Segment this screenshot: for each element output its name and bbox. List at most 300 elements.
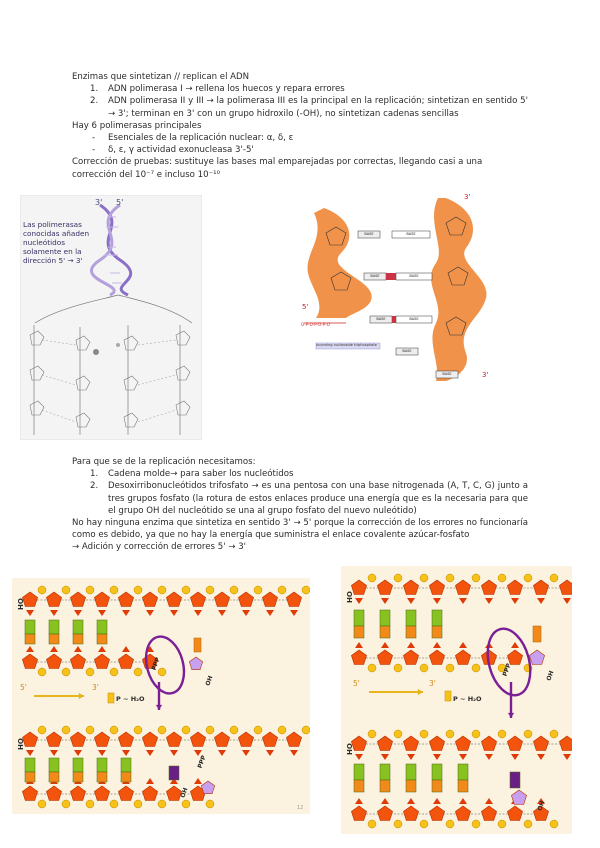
- phosphate-dot: [134, 586, 142, 594]
- base-label: BASE: [364, 232, 374, 236]
- direction-label-5: 5': [20, 683, 27, 692]
- list-text: Cadena molde→ para saber los nucleótidos: [108, 469, 294, 480]
- oh-label: OH: [536, 799, 547, 812]
- sugar-pentagon: [559, 580, 572, 595]
- reaction-arrow-head: [156, 705, 162, 710]
- base-orange: [25, 772, 35, 782]
- phosphate-dot: [420, 664, 428, 672]
- phosphate-dot: [498, 730, 506, 738]
- sugar-pentagon: [481, 736, 496, 751]
- base-tip: [381, 798, 389, 804]
- base-tip: [218, 750, 226, 756]
- base-green: [97, 758, 107, 772]
- section-heading: Enzimas que sintetizan // replican el ADN: [72, 72, 250, 82]
- base-tip: [98, 646, 106, 652]
- base-tip: [433, 642, 441, 648]
- base-tip: [242, 610, 250, 616]
- sugar-pentagon: [403, 580, 418, 595]
- triphosphate-label: PPP: [196, 754, 208, 770]
- phosphate-dot: [254, 726, 262, 734]
- list-item: [72, 132, 528, 144]
- base-orange: [49, 634, 59, 644]
- base-green: [432, 610, 442, 626]
- incoming-pentagon: [529, 650, 544, 665]
- phosphate-dot: [472, 820, 480, 828]
- sugar-pentagon: [22, 654, 37, 669]
- phosphate-dot: [498, 820, 506, 828]
- base-green: [25, 758, 35, 772]
- base-tip: [381, 642, 389, 648]
- sugar-pentagon: [507, 736, 522, 751]
- sugar-pentagon: [455, 806, 470, 821]
- sugar-pentagon: [94, 592, 109, 607]
- base-purple: [169, 766, 179, 780]
- phosphate-dot: [230, 726, 238, 734]
- base-orange: [97, 634, 107, 644]
- ho-label: HO: [16, 598, 25, 611]
- phosphate-dot: [394, 664, 402, 672]
- incoming-pentagon: [511, 790, 526, 805]
- base-tip: [511, 598, 519, 604]
- phosphate-dot: [368, 574, 376, 582]
- direction-label-3: 3': [429, 679, 436, 688]
- phosphate-dot: [524, 574, 532, 582]
- phosphate-dot: [302, 586, 310, 594]
- base-green: [380, 610, 390, 626]
- base-tip: [563, 754, 571, 760]
- sugar-pentagon: [142, 786, 157, 801]
- base-tip: [170, 610, 178, 616]
- phosphate-dot: [446, 574, 454, 582]
- sugar-pentagon: [403, 650, 418, 665]
- base-tip: [459, 798, 467, 804]
- base-tip: [433, 798, 441, 804]
- phosphate-dot: [206, 726, 214, 734]
- phosphate-dot: [368, 820, 376, 828]
- phosphate-dot: [110, 726, 118, 734]
- figure-polymerase-direction: [20, 195, 202, 440]
- phosphate-dot: [524, 820, 532, 828]
- phosphate-dot: [302, 726, 310, 734]
- phosphate-dot: [368, 664, 376, 672]
- sugar-pentagon: [118, 592, 133, 607]
- phosphate-dot: [110, 668, 118, 676]
- reaction-arrow-head: [508, 713, 514, 718]
- base-tip: [563, 598, 571, 604]
- phosphate-dot: [134, 800, 142, 808]
- svg-text:O-P-O-P-O-P-O: O-P-O-P-O-P-O: [301, 322, 330, 327]
- base-tip: [98, 610, 106, 616]
- sugar-pentagon: [377, 650, 392, 665]
- base-tip: [537, 754, 545, 760]
- section-heading: Para que se de la replicación necesitamos:: [72, 457, 256, 467]
- sugar-pentagon: [429, 580, 444, 595]
- list-number: 2.: [90, 96, 99, 107]
- strand-end-label: 3': [482, 371, 489, 379]
- sugar-pentagon: [377, 736, 392, 751]
- base-tip: [74, 750, 82, 756]
- sugar-pentagon: [429, 650, 444, 665]
- base-orange: [354, 626, 364, 638]
- base-green: [432, 764, 442, 780]
- sugar-pentagon: [481, 580, 496, 595]
- phosphate-dot: [86, 668, 94, 676]
- conclusion-line: → Adición y corrección de errores 5' → 3': [72, 542, 247, 553]
- sugar-pentagon: [166, 732, 181, 747]
- base-purple: [510, 772, 520, 788]
- base-orange: [354, 780, 364, 792]
- base-orange: [458, 780, 468, 792]
- figure-replication-step-right: [341, 566, 572, 834]
- phosphate-dot: [62, 800, 70, 808]
- base-tip: [290, 750, 298, 756]
- list-text: Desoxirribonucleótidos trifosfato → es una pentosa con una base nitrogenada (A, T, C, G) junto a tres grupos fosfato (la rotura de estos enlaces produce una energía que es la necesaria para que el grupo OH del nucleótido se una al grupo fosfato del nuevo nuleótido): [108, 481, 528, 516]
- base-tip: [122, 610, 130, 616]
- phosphate-dot: [158, 586, 166, 594]
- phosphate-dot: [62, 586, 70, 594]
- direction-label-5: 5': [353, 679, 360, 688]
- caption-line: conocidas añaden: [23, 229, 90, 238]
- highlight-ellipse: [140, 632, 190, 697]
- base-tip: [407, 754, 415, 760]
- base-orange: [25, 634, 35, 644]
- phosphate-dot: [524, 730, 532, 738]
- list-text: ADN polimerasa II y III → la polimerasa III es la principal en la replicación; sintetizan en sentido 5' → 3'; terminan en 3' con un grupo hidroxilo (-OH), no sintetizan cadenas sencillas: [108, 96, 528, 119]
- ho-label: HO: [345, 591, 354, 604]
- phosphate-dot: [38, 586, 46, 594]
- list-text: ADN polimerasa I → rellena los huecos y repara errores: [108, 84, 345, 95]
- sugar-pentagon: [533, 580, 548, 595]
- caption-line: Las polimerasas: [23, 220, 82, 229]
- base-orange: [121, 772, 131, 782]
- sugar-pentagon: [94, 786, 109, 801]
- polymerase-count: Hay 6 polimerasas principales: [72, 120, 202, 131]
- reaction-label: P ~ H₂O: [116, 695, 145, 703]
- phosphate-dot: [278, 586, 286, 594]
- phosphate-dot: [550, 820, 558, 828]
- sugar-pentagon: [455, 580, 470, 595]
- phosphate-dot: [62, 668, 70, 676]
- phosphate-dot: [394, 574, 402, 582]
- phosphate-dot: [420, 574, 428, 582]
- base-tip: [511, 642, 519, 648]
- oh-label: OH: [204, 674, 215, 687]
- phosphate-dot: [550, 574, 558, 582]
- sugar-pentagon: [481, 806, 496, 821]
- phosphate-dot: [550, 730, 558, 738]
- sugar-pentagon: [429, 806, 444, 821]
- base-orange: [97, 772, 107, 782]
- base-tip: [433, 754, 441, 760]
- direction-arrow-head: [418, 689, 423, 695]
- base-tip: [146, 610, 154, 616]
- base-tip: [122, 646, 130, 652]
- base-orange: [49, 772, 59, 782]
- phosphate-box: [108, 693, 114, 703]
- phosphate-dot: [394, 820, 402, 828]
- base-green: [73, 620, 83, 634]
- strand-end-label: 3': [464, 193, 471, 201]
- figure-caption: [23, 220, 89, 265]
- sugar-pentagon: [238, 592, 253, 607]
- sugar-pentagon: [118, 732, 133, 747]
- caption-line: nucleótidos: [23, 238, 66, 247]
- base-tip: [407, 642, 415, 648]
- phosphate-dot: [38, 726, 46, 734]
- base-orange: [432, 626, 442, 638]
- base-green: [458, 764, 468, 780]
- phosphate-dot: [446, 664, 454, 672]
- sugar-pentagon: [22, 786, 37, 801]
- sugar-pentagon: [70, 786, 85, 801]
- phosphate-dot: [206, 800, 214, 808]
- sugar-pentagon: [507, 806, 522, 821]
- sugar-pentagon: [403, 806, 418, 821]
- list-number: 1.: [90, 469, 99, 480]
- replication-diagram-svg: [12, 578, 310, 814]
- base-tip: [485, 798, 493, 804]
- strand-end-label: 5': [302, 303, 309, 311]
- list-item: [72, 144, 528, 156]
- oh-label: OH: [545, 669, 556, 682]
- phosphate-dot: [110, 586, 118, 594]
- bullet-dash: -: [92, 133, 96, 144]
- base-tip: [50, 750, 58, 756]
- sugar-pentagon: [46, 786, 61, 801]
- base-orange: [73, 772, 83, 782]
- sugar-pentagon: [262, 592, 277, 607]
- triphosphate-label: PPP: [501, 662, 513, 678]
- phosphate-dot: [86, 800, 94, 808]
- phosphate-dot: [254, 586, 262, 594]
- sugar-pentagon: [166, 592, 181, 607]
- base-green: [354, 610, 364, 626]
- phosphate-dot: [158, 800, 166, 808]
- base-tip: [459, 754, 467, 760]
- base-tip: [355, 642, 363, 648]
- proofreading-line: corrección del 10⁻⁷ e incluso 10⁻¹⁰: [72, 169, 221, 180]
- phosphate-dot: [110, 800, 118, 808]
- phosphate-dot: [86, 586, 94, 594]
- list-item: [72, 468, 528, 480]
- base-green: [73, 758, 83, 772]
- sugar-pentagon: [507, 580, 522, 595]
- phosphate-dot: [446, 730, 454, 738]
- sugar-pentagon: [214, 732, 229, 747]
- base-tip: [407, 798, 415, 804]
- base-green: [406, 610, 416, 626]
- sugar-pentagon: [46, 592, 61, 607]
- base-tip: [433, 598, 441, 604]
- phosphate-dot: [134, 668, 142, 676]
- base-tip: [459, 598, 467, 604]
- sugar-pentagon: [142, 732, 157, 747]
- sugar-pentagon: [238, 732, 253, 747]
- sugar-pentagon: [190, 732, 205, 747]
- caption-line: dirección 5' → 3': [23, 256, 83, 265]
- phosphate-dot: [472, 574, 480, 582]
- base-tip: [511, 754, 519, 760]
- phosphate-dot: [446, 820, 454, 828]
- base-label: BASE: [409, 317, 419, 321]
- base-label: BASE: [406, 232, 416, 236]
- list-number: 2.: [90, 481, 99, 492]
- base-tip: [194, 610, 202, 616]
- list-number: 1.: [90, 84, 99, 95]
- sugar-pentagon: [190, 592, 205, 607]
- phosphate-dot: [38, 668, 46, 676]
- base-tip: [242, 750, 250, 756]
- phosphate-dot: [182, 586, 190, 594]
- base-tip: [98, 750, 106, 756]
- base-tip: [74, 646, 82, 652]
- base-tip: [381, 754, 389, 760]
- base-tip: [459, 642, 467, 648]
- base-tip: [537, 598, 545, 604]
- sugar-pentagon: [286, 732, 301, 747]
- phosphate-dot: [158, 726, 166, 734]
- base-tip: [74, 610, 82, 616]
- phosphate-dot: [498, 574, 506, 582]
- sugar-pentagon: [94, 732, 109, 747]
- sugar-pentagon: [262, 732, 277, 747]
- incoming-base: [533, 626, 541, 642]
- phosphate-dot: [278, 726, 286, 734]
- base-green: [49, 620, 59, 634]
- reaction-label: P ~ H₂O: [453, 695, 482, 703]
- direction-label-3: 3': [92, 683, 99, 692]
- sugar-pentagon: [351, 806, 366, 821]
- sugar-pentagon: [118, 654, 133, 669]
- figure-legend: incoming nucleoside triphosphate: [316, 343, 377, 347]
- sugar-pentagon: [94, 654, 109, 669]
- incoming-pentagon: [189, 657, 202, 670]
- sugar-pentagon: [377, 580, 392, 595]
- base-label: BASE: [376, 317, 386, 321]
- sugar-pentagon: [533, 736, 548, 751]
- base-orange: [432, 780, 442, 792]
- base-tip: [355, 598, 363, 604]
- figure-nucleotide-addition: [296, 193, 508, 385]
- base-orange: [406, 780, 416, 792]
- page-number: 12: [297, 805, 304, 811]
- list-item: [72, 83, 528, 95]
- oh-label: OH: [179, 786, 190, 799]
- triphosphate-label: PPP: [150, 656, 162, 672]
- base-green: [354, 764, 364, 780]
- ho-label: HO: [16, 738, 25, 751]
- sugar-pentagon: [46, 732, 61, 747]
- proofreading-line: Corrección de pruebas: sustituye las bases mal emparejadas por correctas, llegando casi a una: [72, 157, 483, 168]
- sugar-pentagon: [507, 650, 522, 665]
- section-enzymes: [72, 71, 528, 181]
- phosphate-dot: [134, 726, 142, 734]
- sugar-pentagon: [377, 806, 392, 821]
- base-tip: [50, 646, 58, 652]
- phosphate-box: [445, 691, 451, 701]
- base-orange: [73, 634, 83, 644]
- base-tip: [50, 610, 58, 616]
- sugar-pentagon: [70, 592, 85, 607]
- base-tip: [355, 798, 363, 804]
- base-label: BASE: [370, 274, 380, 278]
- base-label: BASE: [402, 349, 412, 353]
- figure-strands-svg: [296, 193, 508, 385]
- phosphate-dot: [86, 726, 94, 734]
- base-tip: [146, 778, 154, 784]
- base-label: BASE: [409, 274, 419, 278]
- paragraph: No hay ninguna enzima que sintetiza en sentido 3' → 5' porque la corrección de los errores no funcionaría como es debido, ya que no hay la energía que suministra el enlace covalente azúcar-fosfato: [72, 518, 528, 541]
- base-green: [121, 758, 131, 772]
- base-tip: [26, 610, 34, 616]
- base-tip: [26, 646, 34, 652]
- sugar-pentagon: [559, 736, 572, 751]
- figure-replication-step-left: [12, 578, 310, 814]
- sugar-pentagon: [46, 654, 61, 669]
- base-green: [25, 620, 35, 634]
- base-tip: [266, 610, 274, 616]
- base-tip: [146, 750, 154, 756]
- ho-label: HO: [345, 743, 354, 756]
- base-tip: [218, 610, 226, 616]
- base-tip: [122, 750, 130, 756]
- sugar-pentagon: [70, 654, 85, 669]
- phosphate-dot: [62, 726, 70, 734]
- caption-line: solamente en la: [23, 247, 82, 256]
- list-text: δ, ε, γ actividad exonucleasa 3'-5': [108, 145, 254, 156]
- section-requirements: [72, 456, 528, 554]
- sugar-pentagon: [142, 592, 157, 607]
- bullet-dash: -: [92, 145, 96, 156]
- list-item: [72, 480, 528, 517]
- phosphate-dot: [394, 730, 402, 738]
- base-tip: [485, 754, 493, 760]
- base-green: [97, 620, 107, 634]
- phosphate-dot: [230, 586, 238, 594]
- highlight-ellipse: [481, 624, 537, 700]
- sugar-pentagon: [286, 592, 301, 607]
- phosphate-dot: [420, 730, 428, 738]
- sugar-pentagon: [455, 650, 470, 665]
- strand-end-label: 3': [95, 198, 103, 207]
- base-label: BASE: [442, 372, 452, 376]
- sugar-pentagon: [455, 736, 470, 751]
- base-green: [380, 764, 390, 780]
- sugar-pentagon: [214, 592, 229, 607]
- base-tip: [485, 598, 493, 604]
- direction-arrow-head: [79, 693, 84, 699]
- phosphate-dot: [182, 726, 190, 734]
- phosphate-dot: [206, 586, 214, 594]
- phosphate-dot: [38, 800, 46, 808]
- strand-end-label: 5': [116, 198, 124, 207]
- phosphate-dot: [420, 820, 428, 828]
- base-tip: [355, 754, 363, 760]
- base-orange: [406, 626, 416, 638]
- phosphate-dot: [472, 664, 480, 672]
- base-tip: [266, 750, 274, 756]
- phosphate-dot: [182, 800, 190, 808]
- base-orange: [380, 626, 390, 638]
- base-green: [406, 764, 416, 780]
- phosphate-dot: [368, 730, 376, 738]
- base-orange: [380, 780, 390, 792]
- base-tip: [170, 750, 178, 756]
- base-tip: [407, 598, 415, 604]
- incoming-pentagon: [201, 781, 214, 794]
- list-item: [72, 95, 528, 119]
- incoming-base: [194, 638, 201, 652]
